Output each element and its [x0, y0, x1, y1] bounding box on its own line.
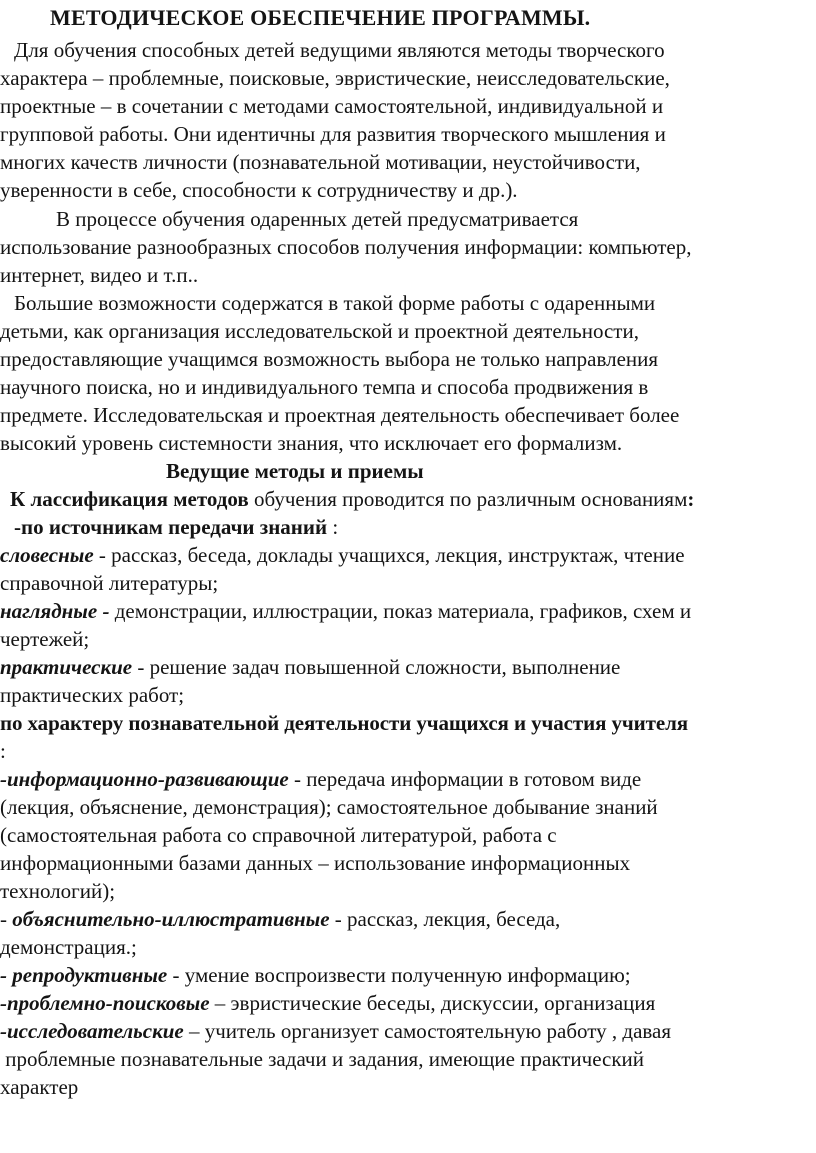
method-description: – учитель организует самостоятельную работу , давая: [183, 1019, 672, 1043]
method-informational: [0, 765, 641, 793]
method-continuation: чертежей;: [0, 627, 90, 651]
method-research: [0, 1017, 671, 1045]
method-problem-search: [0, 989, 655, 1017]
dash: -: [0, 907, 13, 931]
method-continuation: (самостоятельная работа со справочной литературой, работа с: [0, 823, 557, 847]
method-description: - рассказ, лекция, беседа,: [329, 907, 561, 931]
paragraph-line: характера – проблемные, поисковые, эвристические, неисследовательские,: [0, 66, 670, 90]
paragraph-line: детьми, как организация исследовательской и проектной деятельности,: [0, 319, 639, 343]
colon: :: [687, 487, 695, 511]
method-term: - репродуктивные: [0, 963, 168, 987]
method-description: демонстрации, иллюстрации, показ материала, графиков, схем и: [109, 599, 692, 623]
colon: :: [327, 515, 339, 539]
method-continuation: технологий);: [0, 879, 116, 903]
method-explanatory: [0, 905, 560, 933]
method-description: - умение воспроизвести полученную информацию;: [167, 963, 631, 987]
method-term: -исследовательские: [0, 1019, 184, 1043]
source-criterion-line: [14, 513, 338, 541]
page-title: МЕТОДИЧЕСКОЕ ОБЕСПЕЧЕНИЕ ПРОГРАММЫ.: [50, 5, 591, 30]
classification-lead: К лассификация методов: [10, 487, 249, 511]
paragraph-line: Для обучения способных детей ведущими являются методы творческого: [14, 38, 665, 62]
method-reproductive: [0, 961, 631, 989]
method-term: -информационно-развивающие: [0, 767, 289, 791]
colon-line: :: [0, 739, 6, 763]
paragraph-line: предоставляющие учащимся возможность выбора не только направления: [0, 347, 659, 371]
method-term: практические: [0, 655, 133, 679]
paragraph-line: групповой работы. Они идентичны для развития творческого мышления и: [0, 122, 666, 146]
classification-rest: обучения проводится по различным основаниям: [248, 487, 688, 511]
method-continuation: проблемные познавательные задачи и задания, имеющие практический: [0, 1047, 645, 1071]
paragraph-line: В процессе обучения одаренных детей предусматривается: [56, 207, 579, 231]
method-practical: [0, 653, 620, 681]
method-continuation: демонстрация.;: [0, 935, 137, 959]
method-description: - рассказ, беседа, доклады учащихся, лекция, инструктаж, чтение: [93, 543, 685, 567]
paragraph-line: научного поиска, но и индивидуального темпа и способа продвижения в: [0, 375, 649, 399]
method-continuation: характер: [0, 1075, 79, 1099]
method-term: -проблемно-поисковые: [0, 991, 210, 1015]
paragraph-line: проектные – в сочетании с методами самостоятельной, индивидуальной и: [0, 94, 664, 118]
paragraph-line: Большие возможности содержатся в такой форме работы с одаренными: [14, 291, 656, 315]
paragraph-line: многих качеств личности (познавательной мотивации, неустойчивости,: [0, 150, 641, 174]
method-term: словесные: [0, 543, 94, 567]
method-continuation: практических работ;: [0, 683, 185, 707]
method-continuation: справочной литературы;: [0, 571, 219, 595]
method-verbal: [0, 541, 685, 569]
method-term: наглядные -: [0, 599, 110, 623]
paragraph-line: высокий уровень системности знания, что исключает его формализм.: [0, 431, 623, 455]
character-criterion-label: по характеру познавательной деятельности учащихся и участия учителя: [0, 711, 689, 735]
method-term: объяснительно-иллюстративные: [12, 907, 330, 931]
method-description: – эвристические беседы, дискуссии, организация: [209, 991, 656, 1015]
source-criterion-label: -по источникам передачи знаний: [14, 515, 328, 539]
paragraph-line: использование разнообразных способов получения информации: компьютер,: [0, 235, 692, 259]
method-visual: [0, 597, 691, 625]
paragraph-line: уверенности в себе, способности к сотрудничеству и др.).: [0, 178, 518, 202]
method-description: - решение задач повышенной сложности, выполнение: [132, 655, 621, 679]
paragraph-line: интернет, видео и т.п..: [0, 263, 199, 287]
method-continuation: информационными базами данных – использование информационных: [0, 851, 631, 875]
paragraph-line: предмете. Исследовательская и проектная деятельность обеспечивает более: [0, 403, 680, 427]
classification-line: [10, 485, 694, 513]
method-description: - передача информации в готовом виде: [288, 767, 642, 791]
section-heading: Ведущие методы и приемы: [166, 459, 424, 483]
method-continuation: (лекция, объяснение, демонстрация); самостоятельное добывание знаний: [0, 795, 658, 819]
